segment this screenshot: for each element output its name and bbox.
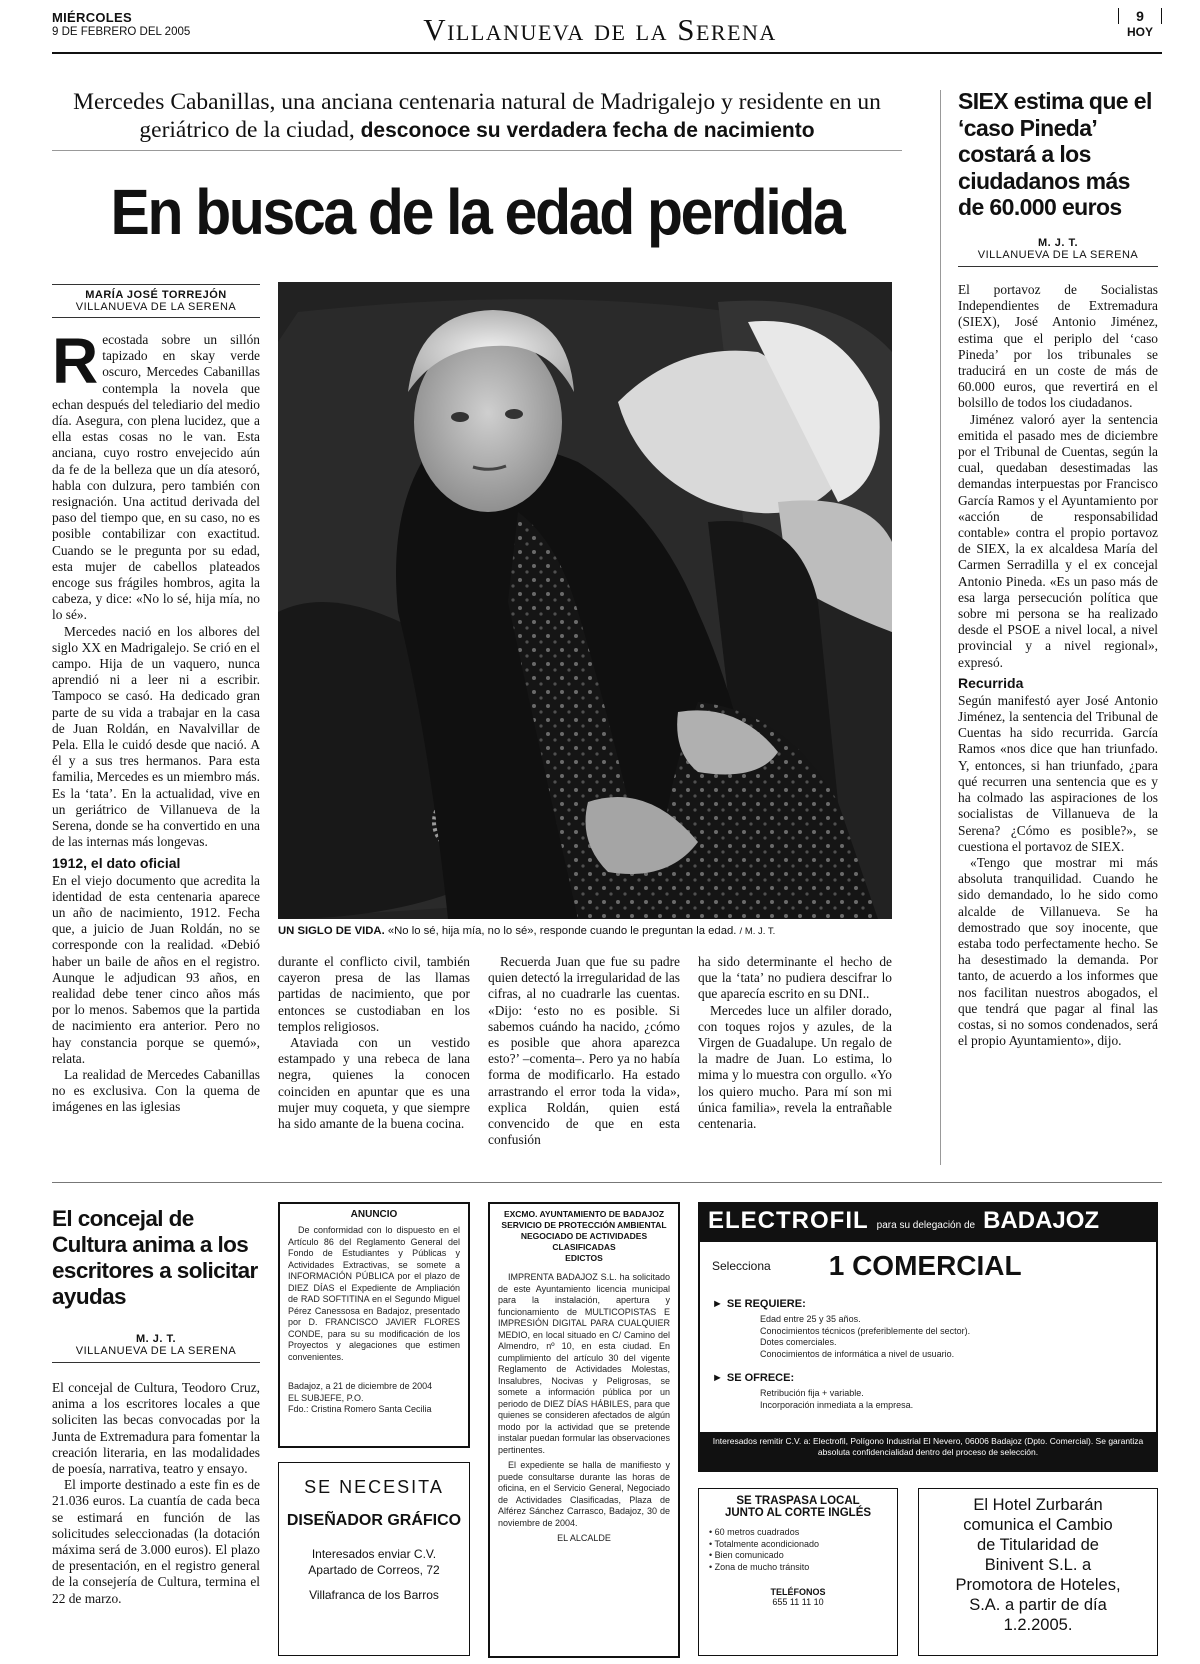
ad-ayuntamiento xyxy=(488,1202,680,1658)
brief-headline: El concejal de Cultura anima a los escritores a solicitar ayudas xyxy=(52,1206,258,1309)
paragraph: Mercedes luce un alfiler dorado, con toques rojos y azules, de la Virgen de Guadalupe. Un regalo de la madre de Juan. Lo estima, lo mima y lo muestra con orgullo. «Yo los quiero mucho. Para mí son mi única familia», revela la entrañable centenaria. xyxy=(698,1002,892,1132)
electrofil-position: 1 COMERCIAL xyxy=(828,1250,1022,1281)
traspasa-item-4: • Zona de mucho tránsito xyxy=(709,1561,810,1572)
bottom-section-rule xyxy=(52,1182,1162,1183)
header-day: MIÉRCOLES xyxy=(52,10,132,25)
traspasa-line-2: JUNTO AL CORTE INGLÉS xyxy=(724,1507,872,1519)
traspasa-item-3: • Bien comunicado xyxy=(709,1550,784,1560)
photo-caption xyxy=(278,924,892,939)
brief-byline-rule xyxy=(52,1362,260,1363)
electrofil-req-2: Conocimientos técnicos (preferiblemente del sector). xyxy=(760,1325,971,1336)
disenador-line-5: Villafranca de los Barros xyxy=(309,1588,439,1602)
main-kicker xyxy=(52,88,902,145)
ayto-title-4: CLASIFICADAS xyxy=(552,1242,616,1252)
zurbaran-line-5: Promotora de Hoteles, xyxy=(955,1576,1121,1594)
ayto-sign: EL ALCALDE xyxy=(557,1533,611,1543)
electrofil-offer-1: Retribución fija + variable. xyxy=(760,1388,864,1398)
main-photo xyxy=(278,282,892,919)
paragraph: El portavoz de Socialistas Independientes de Extremadura (SIEX), José Antonio Jiménez, estima que el periplo del ‘caso Pineda’ por los tribunales se traducirá en un coste de más de 60.000 euros, que revertirá en el bolsillo de todos los ciudadanos. xyxy=(958,282,1158,411)
byline-name: MARÍA JOSÉ TORREJÓN xyxy=(85,289,227,301)
electrofil-req-1: Edad entre 25 y 35 años. xyxy=(760,1314,861,1324)
anuncio-sign-3: Fdo.: Cristina Romero Santa Cecilia xyxy=(288,1404,432,1414)
ad-traspasa xyxy=(698,1488,898,1656)
zurbaran-line-7: 1.2.2005. xyxy=(1003,1616,1073,1634)
paragraph: El importe destinado a este fin es de 21.036 euros. La cuantía de cada beca se estimará en función de las solicitudes seleccionadas (la dotación máxima será de 3.000 euros). El plazo de presentación, en el registro general de la consejería de Cultura, termina el 22 de marzo. xyxy=(52,1477,260,1606)
anuncio-sign-2: EL SUBJEFE, P.O. xyxy=(288,1392,364,1403)
brief-body xyxy=(52,1380,260,1660)
page-number-block xyxy=(1118,8,1162,39)
arrow-right-icon: ► xyxy=(712,1298,723,1310)
kicker-part1: Mercedes Cabanillas, una anciana centenaria natural de Madrigalejo y residente en un geriátrico de la ciudad, xyxy=(73,89,881,143)
paragraph: Jiménez valoró ayer la sentencia emitida el pasado mes de diciembre por el Tribunal de Cuentas, según la cual, quedaban desestimadas las demandas interpuestas por Francisco García Ramos y el Ayuntamiento por «acción de responsabilidad contable» contra el propio portavoz de SIEX, la ex alcaldesa María del Carmen Serradilla y el ex concejal Antonio Pineda. «Es un paso más de esa larga persecución política que sobre mi persona se ha realizado desde el PSOE a nivel local, a nivel provincial y a nivel regional», expresó. xyxy=(958,411,1158,670)
zurbaran-line-3: de Titularidad de xyxy=(976,1536,1099,1554)
paragraph: El concejal de Cultura, Teodoro Cruz, anima a los escritores locales a que soliciten las becas convocadas por la Junta de Extremadura para fomentar la creación literaria, en las modalidades de poesía, narrativa, teatro y ensayo. xyxy=(52,1380,260,1477)
disenador-line-3: Interesados enviar C.V. xyxy=(311,1547,437,1561)
byline-place: VILLANUEVA DE LA SERENA xyxy=(75,301,237,313)
main-headline: En busca de la edad perdida xyxy=(110,176,844,248)
side-byline-rule xyxy=(958,266,1158,267)
main-byline xyxy=(52,284,260,318)
header-date-block xyxy=(52,10,252,38)
ayto-title-1: EXCMO. AYUNTAMIENTO DE BADAJOZ xyxy=(503,1209,665,1219)
ad-electrofil xyxy=(698,1202,1158,1472)
ad-zurbaran xyxy=(918,1488,1158,1656)
paragraph: Según manifestó ayer José Antonio Jiménez, la sentencia del Tribunal de Cuentas ha sido recurrida. García Ramos «nos dice que han triunfado. Y, entonces, si han triunfado, ¿para qué recurren una sentencia que es y ha colmado las aspiraciones de los socialistas de Villanueva de la Serena? ¿Cómo es posible?», se cuestiona el portavoz de SIEX. xyxy=(958,692,1158,854)
photo-elderly-woman-in-armchair xyxy=(278,282,892,919)
electrofil-req-3: Dotes comerciales. xyxy=(760,1337,837,1347)
main-col-2 xyxy=(278,954,470,1166)
anuncio-text: De conformidad con lo dispuesto en el Artículo 86 del Reglamento General del Fondo de Estudiantes y Públicas y Actividades Extractivas, se somete a INFORMACIÓN PÚBLICA por el plazo de DIEZ DÍAS el Expediente de Ampliación de RAD SOFTITINA en el Segundo Miguel Pérez Canessosa en Badajoz, presentado por D. FRANCISCO JAVIER FLORES CONDE, para su su modificación de los Proyectos y alegaciones que estimen convenientes. xyxy=(288,1225,460,1362)
electrofil-offer-2: Incorporación inmediata a la empresa. xyxy=(760,1399,914,1410)
brief-byline xyxy=(52,1333,260,1363)
header-rule xyxy=(52,52,1162,54)
main-col-4 xyxy=(698,954,892,1166)
electrofil-selects: Selecciona xyxy=(712,1259,771,1273)
kicker-part2: desconoce su verdadera fecha de nacimiento xyxy=(360,119,815,142)
anuncio-title: ANUNCIO xyxy=(350,1209,398,1220)
paragraph: En el viejo documento que acredita la identidad de esta centenaria aparece un año de nacimiento, 1912. Fecha que, a juicio de Juan Roldán, no se corresponde con la realidad. «Debió haber un baile de años en el registro. Aunque le adjudican 93 años, en realidad debe tener cinco años más por lo menos. Sabemos que la partida de nacimiento era anterior. Pero no hay constancia porque se quemó», relata. xyxy=(52,872,260,1066)
brief-byline-place: VILLANUEVA DE LA SERENA xyxy=(75,1345,237,1357)
disenador-line-2: DISEÑADOR GRÁFICO xyxy=(286,1512,462,1529)
caption-text: «No lo sé, hija mía, no lo sé», responde cuando le preguntan la edad. xyxy=(387,925,737,937)
traspasa-line-1: SE TRASPASA LOCAL xyxy=(736,1495,860,1507)
traspasa-item-2: • Totalmente acondicionado xyxy=(709,1538,820,1549)
ayto-text-2: El expediente se halla de manifiesto y puede consultarse durante las horas de oficina, en el Servicio General, Negociado de Actividades Clasificadas, Plaza de Alférez Sánchez Carrasco, Badajoz, 30 de noviembre de 2004. xyxy=(498,1460,670,1528)
paragraph xyxy=(52,332,260,624)
ad-anuncio xyxy=(278,1202,470,1448)
side-headline: SIEX estima que el ‘caso Pineda’ costará a los ciudadanos más de 60.000 euros xyxy=(958,88,1152,220)
col1-p1-text: ecostada sobre un sillón tapizado en skay verde oscuro, Mercedes Cabanillas contempla la novela que echan después del telediario del medio día. Asegura, con plena lucidez, que a ella estas cosas no le van. Esta anciana, cuyo rostro envejecido aún da fe de la belleza que un día atesoró, habla con dulzura, pero también con resignación. Una actitud derivada del paso del tiempo que, en su caso, no es posible contabilizar con exactitud. Cuando se le pregunta por su edad, esta mujer de cabellos plateados encoge sus frágiles hombros, agita la cabeza, y dice: «No lo sé, hija mía, no lo sé». xyxy=(52,332,260,623)
paragraph: Ataviada con un vestido estampado y una rebeca de lana negra, quienes la conocen coinciden en apuntar que es una mujer muy coqueta, y que siempre ha sido amante de la buena cocina. xyxy=(278,1035,470,1132)
anuncio-sign-1: Badajoz, a 21 de diciembre de 2004 xyxy=(288,1381,433,1391)
main-col-3 xyxy=(488,954,680,1166)
caption-lead: UN SIGLO DE VIDA. xyxy=(278,925,385,937)
electrofil-contact: Interesados remitir C.V. a: Electrofil, Polígono Industrial El Nevero, 06006 Badajoz (Dpto. Comercial). Se garantiza absoluta confidencialidad dentro del proceso de selección. xyxy=(700,1432,1156,1470)
traspasa-phone-label: TELÉFONOS xyxy=(770,1587,826,1597)
paragraph: Recuerda Juan que fue su padre quien detectó la irregularidad de las cifras, al no cuadrarle las cuentas. «Dijo: ‘esto no es posible. Si sabemos cuándo ha nacido, ¿cómo es posible que ahora aparezca esto?’ –comenta–. Pero ya no había forma de modificarlo. Ha estado arrastrando el error toda la vida», explica Roldán, quien está convencido de que en esta confusión xyxy=(488,954,680,1148)
electrofil-req-4: Conocimientos de informática a nivel de usuario. xyxy=(760,1348,955,1359)
kicker-rule xyxy=(52,150,902,151)
electrofil-header xyxy=(700,1204,1156,1242)
byline-bottom-rule xyxy=(52,317,260,318)
electrofil-req-title: SE REQUIERE: xyxy=(726,1298,806,1310)
page-number: 9 xyxy=(1118,8,1162,24)
subhead: 1912, el dato oficial xyxy=(52,854,181,871)
ayto-text: IMPRENTA BADAJOZ S.L. ha solicitado de este Ayuntamiento licencia municipal para la instalación, apertura y funcionamiento de MULTICOPISTAS E IMPRESIÓN DIGITAL PARA CUALQUIER MEDIO, en local situado en C/ Camino del Almendro, nº 10, en esta ciudad. En cumplimiento del artículo 30 del vigente Reglamento de Actividades Molestas, Insalubres, Nocivas y Peligrosas, se somete a información pública por un periodo de DIEZ DÍAS HÁBILES, para que quienes se consideren afectados de algún modo por la actividad que se pretende instalar puedan formular las observaciones pertinentes. xyxy=(498,1272,670,1455)
paragraph: durante el conflicto civil, también cayeron presa de las llamas partidas de nacimiento, que por entonces se custodiaban en los templos religiosos. xyxy=(278,954,470,1034)
zurbaran-line-4: Binivent S.L. a xyxy=(984,1556,1092,1574)
traspasa-item-1: • 60 metros cuadrados xyxy=(709,1527,800,1537)
traspasa-phone: 655 11 11 10 xyxy=(772,1597,824,1607)
paragraph: La realidad de Mercedes Cabanillas no es exclusiva. Con la quema de imágenes en las iglesias xyxy=(52,1066,260,1115)
paper-name: HOY xyxy=(1126,25,1153,39)
electrofil-brand: ELECTROFIL xyxy=(708,1207,869,1234)
paragraph: Mercedes nació en los albores del siglo XX en Madrigalejo. Se crió en el campo. Hija de un vaquero, nunca aprendió ni a leer ni a escribir. Tampoco se casó. Ha dedicado gran parte de su vida a trabajar en la casa de Juan Roldán, en Navalvillar de Pela. Ella le cuidó desde que nació. A él y a sus tres hermanos. Para esta familia, Mercedes es un miembro más. Es la ‘tata’. En la actualidad, vive en un geriátrico de Villanueva de la Serena, donde se ha convertido en una de las internas más longevas. xyxy=(52,623,260,850)
zurbaran-line-2: comunica el Cambio xyxy=(963,1516,1113,1534)
electrofil-req-title-row xyxy=(700,1292,1156,1314)
paragraph: «Tengo que mostrar mi más absoluta tranquilidad. Cuando he sido demandado, lo he sido como alcalde de Villanueva. Se ha demostrado que soy inocente, que estaba todo perfectamente hecho. Se ha desestimado la demanda. Por tanto, de acuerdo a los informes que nos facilitan nuestros abogados, el que tendrá que pagar al final las costas, si no somos condenados, será el propio Ayuntamiento», dijo. xyxy=(958,854,1158,1049)
electrofil-offer-title: SE OFRECE: xyxy=(726,1372,795,1384)
zurbaran-line-6: S.A. a partir de día xyxy=(969,1596,1107,1614)
ayto-title-2: SERVICIO DE PROTECCIÓN AMBIENTAL xyxy=(501,1220,667,1230)
caption-credit: / M. J. T. xyxy=(739,926,776,937)
byline-top-rule xyxy=(52,284,260,285)
brief-byline-name: M. J. T. xyxy=(135,1333,177,1345)
arrow-right-icon: ► xyxy=(712,1372,723,1384)
section-title: Villanueva de la Serena xyxy=(423,12,777,47)
side-subhead: Recurrida xyxy=(958,674,1024,691)
electrofil-position-row xyxy=(700,1242,1156,1292)
side-byline-place: VILLANUEVA DE LA SERENA xyxy=(977,249,1139,261)
dropcap: R xyxy=(52,332,99,397)
header-date: 9 DE FEBRERO DEL 2005 xyxy=(52,26,191,38)
disenador-line-1: SE NECESITA xyxy=(304,1477,444,1497)
ayto-title-5: EDICTOS xyxy=(565,1253,603,1263)
electrofil-offer-title-row xyxy=(700,1360,1156,1388)
main-col-1 xyxy=(52,332,260,1170)
column-divider xyxy=(940,90,941,1165)
disenador-line-4: Apartado de Correos, 72 xyxy=(308,1563,440,1577)
electrofil-for: para su delegación de xyxy=(876,1220,976,1231)
side-body xyxy=(958,282,1158,1166)
side-byline-name: M. J. T. xyxy=(1037,237,1079,249)
electrofil-city: BADAJOZ xyxy=(983,1207,1100,1234)
side-byline xyxy=(958,237,1158,267)
zurbaran-line-1: El Hotel Zurbarán xyxy=(973,1496,1103,1514)
paragraph: ha sido determinante el hecho de que la ‘tata’ no pudiera descifrar lo que aparecía escrito en su DNI.. xyxy=(698,954,892,1002)
ad-disenador xyxy=(278,1462,470,1656)
ayto-title-3: NEGOCIADO DE ACTIVIDADES xyxy=(520,1231,648,1241)
